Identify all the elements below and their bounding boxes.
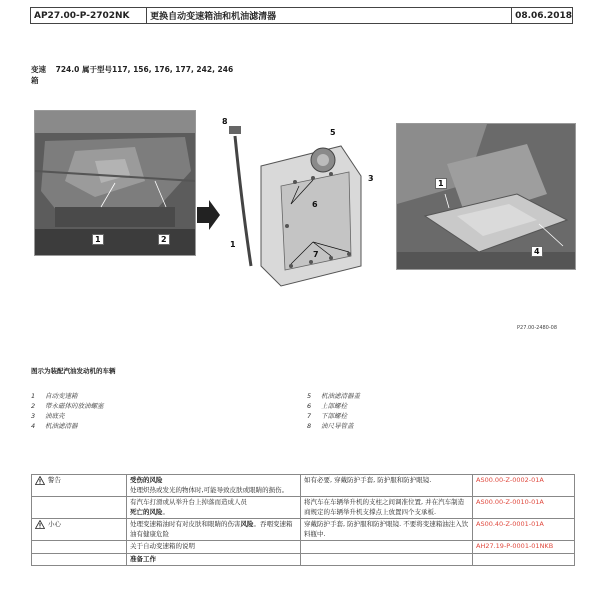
- callout-2: 2: [158, 234, 170, 245]
- title-text: 724.0 属于型号117, 156, 176, 177, 242, 246: [55, 65, 234, 74]
- note-reference-link[interactable]: AH27.19-P-0001-01NKB: [473, 541, 575, 554]
- legend-item: 2 带永磁体的放油螺塞: [31, 402, 104, 410]
- caution-icon: [35, 520, 45, 529]
- section-heading: 准备工作: [127, 553, 301, 566]
- table-row: [32, 541, 575, 554]
- table-row: [32, 553, 575, 566]
- note-cause: 关于自动变速箱的说明: [127, 541, 301, 554]
- note-reference-link: [473, 553, 575, 566]
- legend-item: 8 油尺导管盖: [307, 422, 354, 430]
- note-type: [32, 541, 127, 554]
- title-label: 变速箱: [31, 65, 46, 85]
- note-type: 警告: [32, 475, 127, 497]
- note-type: 小心: [32, 519, 127, 541]
- figure-reference: P27.00-2480-08: [517, 325, 558, 331]
- callout-1-photo: 1: [435, 178, 447, 189]
- callout-6: 6: [312, 200, 318, 209]
- callout-1: 1: [92, 234, 104, 245]
- note-remedy: 穿戴防护手套, 防护服和防护眼镜. 不要将变速箱油注入饮料瓶中.: [301, 519, 473, 541]
- callout-1-drawing: 1: [230, 240, 236, 249]
- warning-icon: [35, 476, 45, 485]
- note-cause: 有汽车打滑或从举升台上掉落而造成人员 死亡的风险。: [127, 497, 301, 519]
- note-type: [32, 497, 127, 519]
- illustration: [34, 108, 574, 298]
- oil-filter-photo: [396, 123, 576, 270]
- transmission-drawing: [221, 116, 376, 296]
- note-reference-link[interactable]: AS00.40-Z-0001-01A: [473, 519, 575, 541]
- legend-left: [31, 391, 104, 431]
- table-row: [32, 497, 575, 519]
- note-remedy: [301, 541, 473, 554]
- callout-5: 5: [330, 128, 336, 137]
- legend-item: 4 机油滤清器: [31, 422, 78, 430]
- legend-item: 3 油底壳: [31, 412, 65, 420]
- table-row: [32, 475, 575, 497]
- table-row: [32, 519, 575, 541]
- page-title: [31, 64, 233, 86]
- note-reference-link[interactable]: AS00.00-Z-0010-01A: [473, 497, 575, 519]
- note-cause: 受伤的风险 处理炽热或发光的物体时,可能导致皮肤或眼睛的损伤。: [127, 475, 301, 497]
- callout-4: 4: [531, 246, 543, 257]
- note-remedy: 将汽车在车辆举升机的支柱之间调准位置, 并在汽车制造商规定的车辆举升机支撑点上放置四个支承板.: [301, 497, 473, 519]
- legend-right: [307, 391, 360, 431]
- note-remedy: 如有必要, 穿戴防护手套, 防护服和防护眼镜.: [301, 475, 473, 497]
- figure-caption: 图示为装配汽油发动机的车辆: [31, 367, 116, 375]
- callout-8: 8: [222, 117, 228, 126]
- note-type: [32, 553, 127, 566]
- safety-notes-table: [31, 474, 575, 566]
- document-header: [30, 7, 573, 24]
- note-cause: 处理变速箱油时有对皮肤和眼睛的伤害风险。吞咽变速箱油有健康危险: [127, 519, 301, 541]
- legend-item: 7 下部螺栓: [307, 412, 347, 420]
- note-reference-link[interactable]: AS00.00-Z-0002-01A: [473, 475, 575, 497]
- doc-id: AP27.00-P-2702NK: [31, 8, 147, 23]
- note-remedy: [301, 553, 473, 566]
- callout-3: 3: [368, 174, 374, 183]
- doc-title: 更换自动变速箱油和机油滤清器: [147, 8, 512, 23]
- legend-item: 1 自动变速箱: [31, 392, 78, 400]
- legend-item: 5 机油滤清器盖: [307, 392, 360, 400]
- legend-item: 6 上部螺栓: [307, 402, 347, 410]
- callout-7: 7: [313, 250, 319, 259]
- doc-date: 08.06.2018: [515, 10, 572, 21]
